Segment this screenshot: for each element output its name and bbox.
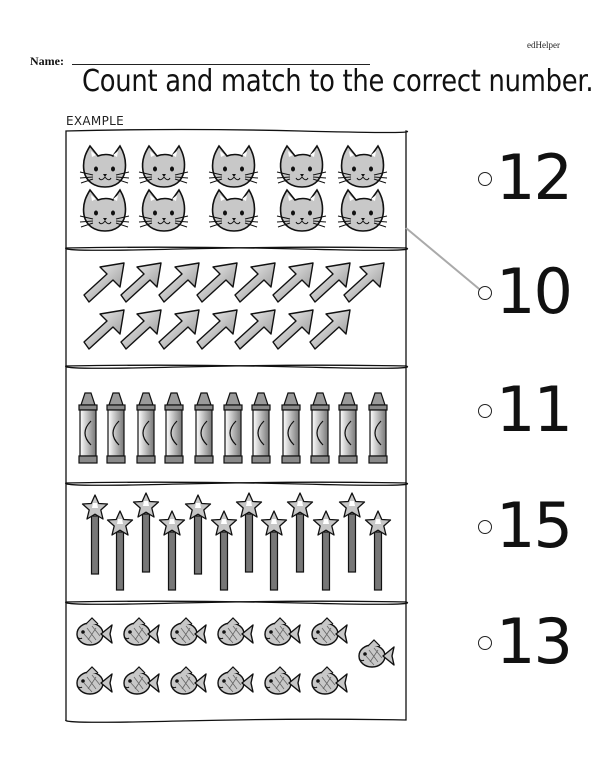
star-wand-icon <box>288 493 313 572</box>
fish-icon <box>218 667 253 694</box>
crayon-icon <box>311 393 329 463</box>
cat-icon <box>139 146 188 187</box>
panel-fish <box>77 618 394 694</box>
star-wand-icon <box>237 493 262 572</box>
answer-number: 12 <box>496 141 571 214</box>
fish-icon <box>77 618 112 645</box>
star-wand-icon <box>366 511 391 590</box>
star-wand-icon <box>212 511 237 590</box>
star-wand-icon <box>314 511 339 590</box>
crayon-icon <box>282 393 300 463</box>
arrow-icon <box>197 310 237 349</box>
panel-cats <box>80 146 387 231</box>
fish-icon <box>265 618 300 645</box>
answer-circle[interactable] <box>478 404 492 418</box>
fish-icon <box>124 667 159 694</box>
answer-number: 11 <box>496 373 571 446</box>
cat-icon <box>209 146 258 187</box>
cat-icon <box>277 146 326 187</box>
crayon-icon <box>137 393 155 463</box>
crayon-icon <box>369 393 387 463</box>
answer-number: 13 <box>496 605 571 678</box>
fish-icon <box>359 640 394 667</box>
fish-icon <box>218 618 253 645</box>
panel-border <box>66 601 408 722</box>
star-wand-icon <box>134 493 159 572</box>
cat-icon <box>209 190 258 231</box>
answer-circle[interactable] <box>478 636 492 650</box>
arrow-icon <box>310 310 350 349</box>
fish-icon <box>171 667 206 694</box>
answer-circle[interactable] <box>478 520 492 534</box>
fish-icon <box>124 618 159 645</box>
arrow-icon <box>273 310 313 349</box>
fish-icon <box>312 618 347 645</box>
arrow-icon <box>159 263 199 302</box>
star-wand-icon <box>108 511 133 590</box>
example-match-line <box>406 228 484 293</box>
arrow-icon <box>121 263 161 302</box>
panel-border <box>66 130 408 251</box>
crayon-icon <box>339 393 357 463</box>
panel-arrows <box>84 263 384 349</box>
fish-icon <box>77 667 112 694</box>
star-wand-icon <box>262 511 287 590</box>
star-wand-icon <box>160 511 185 590</box>
arrow-icon <box>84 263 124 302</box>
arrow-icon <box>197 263 237 302</box>
crayon-icon <box>252 393 270 463</box>
answer-number: 15 <box>496 489 571 562</box>
crayon-icon <box>165 393 183 463</box>
fish-icon <box>171 618 206 645</box>
star-wand-icon <box>340 493 365 572</box>
name-label: Name: <box>30 54 64 68</box>
answer-circle[interactable] <box>478 286 492 300</box>
panel-crayons <box>79 393 401 463</box>
arrow-icon <box>235 310 275 349</box>
panel-star-wands <box>83 493 391 590</box>
arrow-icon <box>273 263 313 302</box>
fish-icon <box>312 667 347 694</box>
crayon-icon <box>224 393 242 463</box>
example-label: EXAMPLE <box>66 114 124 128</box>
cat-icon <box>338 190 387 231</box>
crayon-icon <box>79 393 97 463</box>
cat-icon <box>80 146 129 187</box>
answer-number: 10 <box>496 255 571 328</box>
cat-icon <box>80 190 129 231</box>
arrow-icon <box>159 310 199 349</box>
star-wand-icon <box>186 495 211 574</box>
crayon-icon <box>195 393 213 463</box>
arrow-icon <box>84 310 124 349</box>
crayon-icon <box>107 393 125 463</box>
brand-label: edHelper <box>527 40 560 50</box>
answer-circle[interactable] <box>478 172 492 186</box>
arrow-icon <box>235 263 275 302</box>
arrow-icon <box>344 263 384 302</box>
arrow-icon <box>121 310 161 349</box>
star-wand-icon <box>83 495 108 574</box>
cat-icon <box>139 190 188 231</box>
cat-icon <box>277 190 326 231</box>
page-title: Count and match to the correct number. <box>82 64 594 99</box>
cat-icon <box>338 146 387 187</box>
fish-icon <box>265 667 300 694</box>
